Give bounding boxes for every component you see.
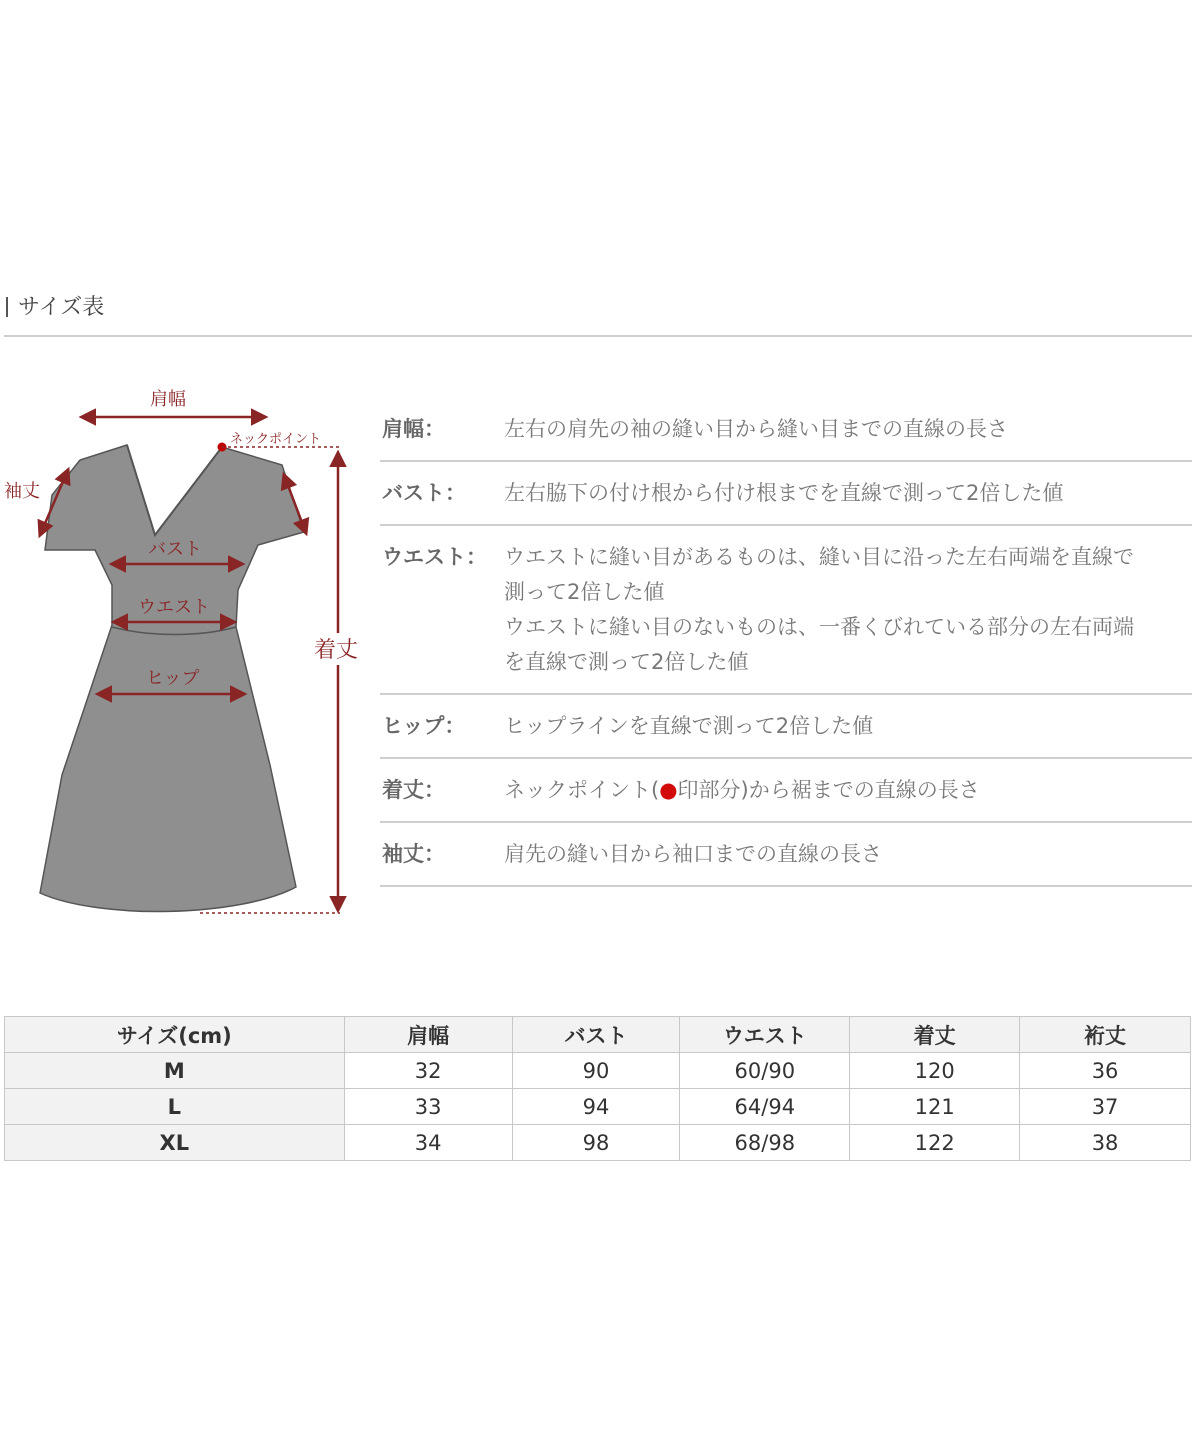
table-cell: 37 (1020, 1089, 1191, 1125)
table-row (5, 1053, 1191, 1089)
column-header-sleeve-length: 裄丈 (1020, 1017, 1191, 1053)
definition-description (504, 476, 1192, 511)
definition-description (504, 540, 1192, 680)
table-cell: 32 (344, 1053, 512, 1089)
waist-label: ウエスト (138, 597, 210, 618)
column-header-length: 着丈 (850, 1017, 1020, 1053)
dress-diagram-svg (0, 375, 370, 935)
definition-description (504, 412, 1192, 447)
table-cell: 122 (850, 1125, 1020, 1161)
table-cell: 90 (512, 1053, 680, 1089)
definition-hip (380, 695, 1192, 759)
definition-bust (380, 462, 1192, 526)
definition-waist (380, 526, 1192, 695)
table-cell: 94 (512, 1089, 680, 1125)
neck-point-label: ネックポイント (230, 432, 322, 447)
definition-length (380, 759, 1192, 823)
table-header-row (5, 1017, 1191, 1053)
table-cell: 64/94 (680, 1089, 850, 1125)
table-cell: 121 (850, 1089, 1020, 1125)
definition-term: バスト： (382, 481, 466, 505)
definition-line: 測って2倍した値 (504, 580, 665, 604)
table-cell: 38 (1020, 1125, 1191, 1161)
title-bar (6, 297, 8, 317)
definition-sleeve (380, 823, 1192, 887)
table-cell: 33 (344, 1089, 512, 1125)
red-dot-icon: ● (659, 778, 678, 802)
definition-line: 左右の肩先の袖の縫い目から縫い目までの直線の長さ (504, 417, 1008, 441)
table-cell: 60/90 (680, 1053, 850, 1089)
column-header-shoulder: 肩幅 (344, 1017, 512, 1053)
table-cell: 34 (344, 1125, 512, 1161)
table-cell: 120 (850, 1053, 1020, 1089)
column-header-bust: バスト (512, 1017, 680, 1053)
definition-description (504, 837, 1192, 872)
row-size-label: M (5, 1053, 345, 1089)
definition-line: ヒップラインを直線で測って2倍した値 (504, 714, 874, 738)
size-table (4, 1016, 1191, 1161)
table-cell: 68/98 (680, 1125, 850, 1161)
definition-line: 左右脇下の付け根から付け根までを直線で測って2倍した値 (504, 481, 1064, 505)
shoulder-label: 肩幅 (150, 389, 186, 410)
definition-description (504, 709, 1192, 744)
definition-term: 肩幅： (382, 417, 445, 441)
table-cell: 36 (1020, 1053, 1191, 1089)
measurement-definitions (380, 398, 1192, 887)
definition-line: を直線で測って2倍した値 (504, 650, 749, 674)
section-title (6, 290, 104, 321)
row-size-label: XL (5, 1125, 345, 1161)
definition-shoulder (380, 398, 1192, 462)
sleeve-label-left: 袖丈 (4, 481, 40, 502)
column-header-waist: ウエスト (680, 1017, 850, 1053)
definition-term: 袖丈： (382, 842, 445, 866)
dress-measurement-diagram (0, 375, 370, 935)
bust-label: バスト (148, 539, 202, 560)
title-divider (4, 335, 1192, 337)
table-cell: 98 (512, 1125, 680, 1161)
definition-term: ヒップ： (382, 714, 466, 738)
length-label: 着丈 (314, 638, 359, 663)
column-header-size: サイズ(cm) (5, 1017, 345, 1053)
definition-line-post: 印部分)から裾までの直線の長さ (677, 778, 980, 802)
definition-description (504, 773, 1192, 808)
section-title-text: サイズ表 (18, 295, 105, 320)
hip-label: ヒップ (146, 668, 200, 689)
definition-term: ウエスト： (382, 545, 487, 569)
definition-line: ウエストに縫い目があるものは、縫い目に沿った左右両端を直線で (504, 545, 1134, 569)
definition-line: 肩先の縫い目から袖口までの直線の長さ (504, 842, 882, 866)
definition-line: ウエストに縫い目のないものは、一番くびれている部分の左右両端 (504, 615, 1134, 639)
table-row (5, 1125, 1191, 1161)
table-row (5, 1089, 1191, 1125)
definition-line-pre: ネックポイント( (504, 778, 660, 802)
row-size-label: L (5, 1089, 345, 1125)
definition-term: 着丈： (382, 778, 445, 802)
